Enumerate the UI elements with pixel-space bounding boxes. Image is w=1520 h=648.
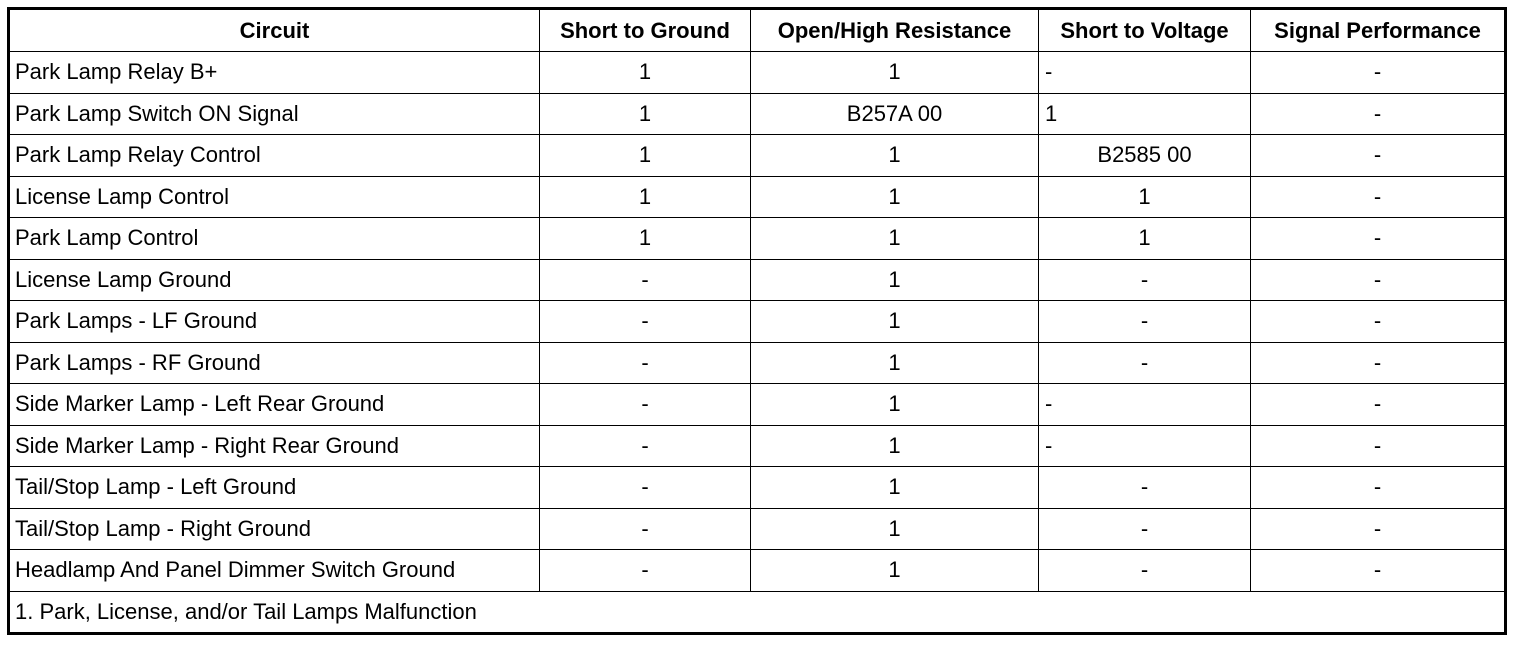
open-high-resistance-cell: 1 — [751, 342, 1039, 384]
signal-performance-cell: - — [1251, 52, 1506, 94]
table-row — [9, 425, 1506, 467]
header-short-to-voltage: Short to Voltage — [1039, 9, 1251, 52]
footnote: 1. Park, License, and/or Tail Lamps Malfunction — [9, 591, 1506, 634]
short-to-ground-cell: - — [540, 384, 751, 426]
short-to-voltage-cell: 1 — [1039, 218, 1251, 260]
circuit-cell: Headlamp And Panel Dimmer Switch Ground — [9, 550, 540, 592]
open-high-resistance-cell: 1 — [751, 218, 1039, 260]
circuit-cell: Side Marker Lamp - Left Rear Ground — [9, 384, 540, 426]
circuit-cell: Park Lamp Relay Control — [9, 135, 540, 177]
short-to-ground-cell: - — [540, 467, 751, 509]
short-to-ground-cell: - — [540, 301, 751, 343]
signal-performance-cell: - — [1251, 550, 1506, 592]
short-to-ground-cell: 1 — [540, 176, 751, 218]
short-to-ground-cell: 1 — [540, 218, 751, 260]
table-row — [9, 218, 1506, 260]
short-to-ground-cell: - — [540, 508, 751, 550]
open-high-resistance-cell: 1 — [751, 384, 1039, 426]
table-row — [9, 301, 1506, 343]
short-to-voltage-cell: - — [1039, 342, 1251, 384]
short-to-voltage-cell: 1 — [1039, 93, 1251, 135]
table-row — [9, 467, 1506, 509]
open-high-resistance-cell: 1 — [751, 259, 1039, 301]
short-to-voltage-cell: - — [1039, 508, 1251, 550]
circuit-cell: Park Lamps - LF Ground — [9, 301, 540, 343]
open-high-resistance-cell: 1 — [751, 467, 1039, 509]
header-signal-performance: Signal Performance — [1251, 9, 1506, 52]
open-high-resistance-cell: 1 — [751, 425, 1039, 467]
open-high-resistance-cell: 1 — [751, 52, 1039, 94]
signal-performance-cell: - — [1251, 218, 1506, 260]
short-to-ground-cell: 1 — [540, 135, 751, 177]
signal-performance-cell: - — [1251, 342, 1506, 384]
signal-performance-cell: - — [1251, 135, 1506, 177]
short-to-ground-cell: - — [540, 342, 751, 384]
dtc-table-container — [7, 7, 1507, 635]
signal-performance-cell: - — [1251, 508, 1506, 550]
signal-performance-cell: - — [1251, 425, 1506, 467]
circuit-cell: Park Lamps - RF Ground — [9, 342, 540, 384]
header-short-to-ground: Short to Ground — [540, 9, 751, 52]
circuit-cell: Park Lamp Switch ON Signal — [9, 93, 540, 135]
short-to-ground-cell: - — [540, 425, 751, 467]
circuit-cell: License Lamp Control — [9, 176, 540, 218]
open-high-resistance-cell: 1 — [751, 176, 1039, 218]
short-to-voltage-cell: - — [1039, 467, 1251, 509]
circuit-dtc-table — [7, 7, 1507, 635]
short-to-ground-cell: - — [540, 259, 751, 301]
signal-performance-cell: - — [1251, 93, 1506, 135]
table-row — [9, 342, 1506, 384]
table-row — [9, 384, 1506, 426]
table-row — [9, 93, 1506, 135]
short-to-voltage-cell: - — [1039, 384, 1251, 426]
signal-performance-cell: - — [1251, 259, 1506, 301]
short-to-voltage-cell: - — [1039, 301, 1251, 343]
open-high-resistance-cell: B257A 00 — [751, 93, 1039, 135]
table-row — [9, 52, 1506, 94]
short-to-voltage-cell: - — [1039, 52, 1251, 94]
header-open-high-resistance: Open/High Resistance — [751, 9, 1039, 52]
circuit-cell: Tail/Stop Lamp - Right Ground — [9, 508, 540, 550]
short-to-ground-cell: - — [540, 550, 751, 592]
table-row — [9, 135, 1506, 177]
signal-performance-cell: - — [1251, 301, 1506, 343]
footnote-row — [9, 591, 1506, 634]
table-row — [9, 508, 1506, 550]
circuit-cell: Park Lamp Control — [9, 218, 540, 260]
table-row — [9, 259, 1506, 301]
open-high-resistance-cell: 1 — [751, 508, 1039, 550]
circuit-cell: Tail/Stop Lamp - Left Ground — [9, 467, 540, 509]
short-to-voltage-cell: - — [1039, 550, 1251, 592]
short-to-ground-cell: 1 — [540, 93, 751, 135]
header-row — [9, 9, 1506, 52]
open-high-resistance-cell: 1 — [751, 301, 1039, 343]
circuit-cell: Park Lamp Relay B+ — [9, 52, 540, 94]
short-to-ground-cell: 1 — [540, 52, 751, 94]
signal-performance-cell: - — [1251, 176, 1506, 218]
short-to-voltage-cell: - — [1039, 259, 1251, 301]
circuit-cell: License Lamp Ground — [9, 259, 540, 301]
open-high-resistance-cell: 1 — [751, 550, 1039, 592]
open-high-resistance-cell: 1 — [751, 135, 1039, 177]
table-row — [9, 550, 1506, 592]
short-to-voltage-cell: - — [1039, 425, 1251, 467]
signal-performance-cell: - — [1251, 384, 1506, 426]
table-row — [9, 176, 1506, 218]
signal-performance-cell: - — [1251, 467, 1506, 509]
short-to-voltage-cell: 1 — [1039, 176, 1251, 218]
circuit-cell: Side Marker Lamp - Right Rear Ground — [9, 425, 540, 467]
header-circuit: Circuit — [9, 9, 540, 52]
short-to-voltage-cell: B2585 00 — [1039, 135, 1251, 177]
